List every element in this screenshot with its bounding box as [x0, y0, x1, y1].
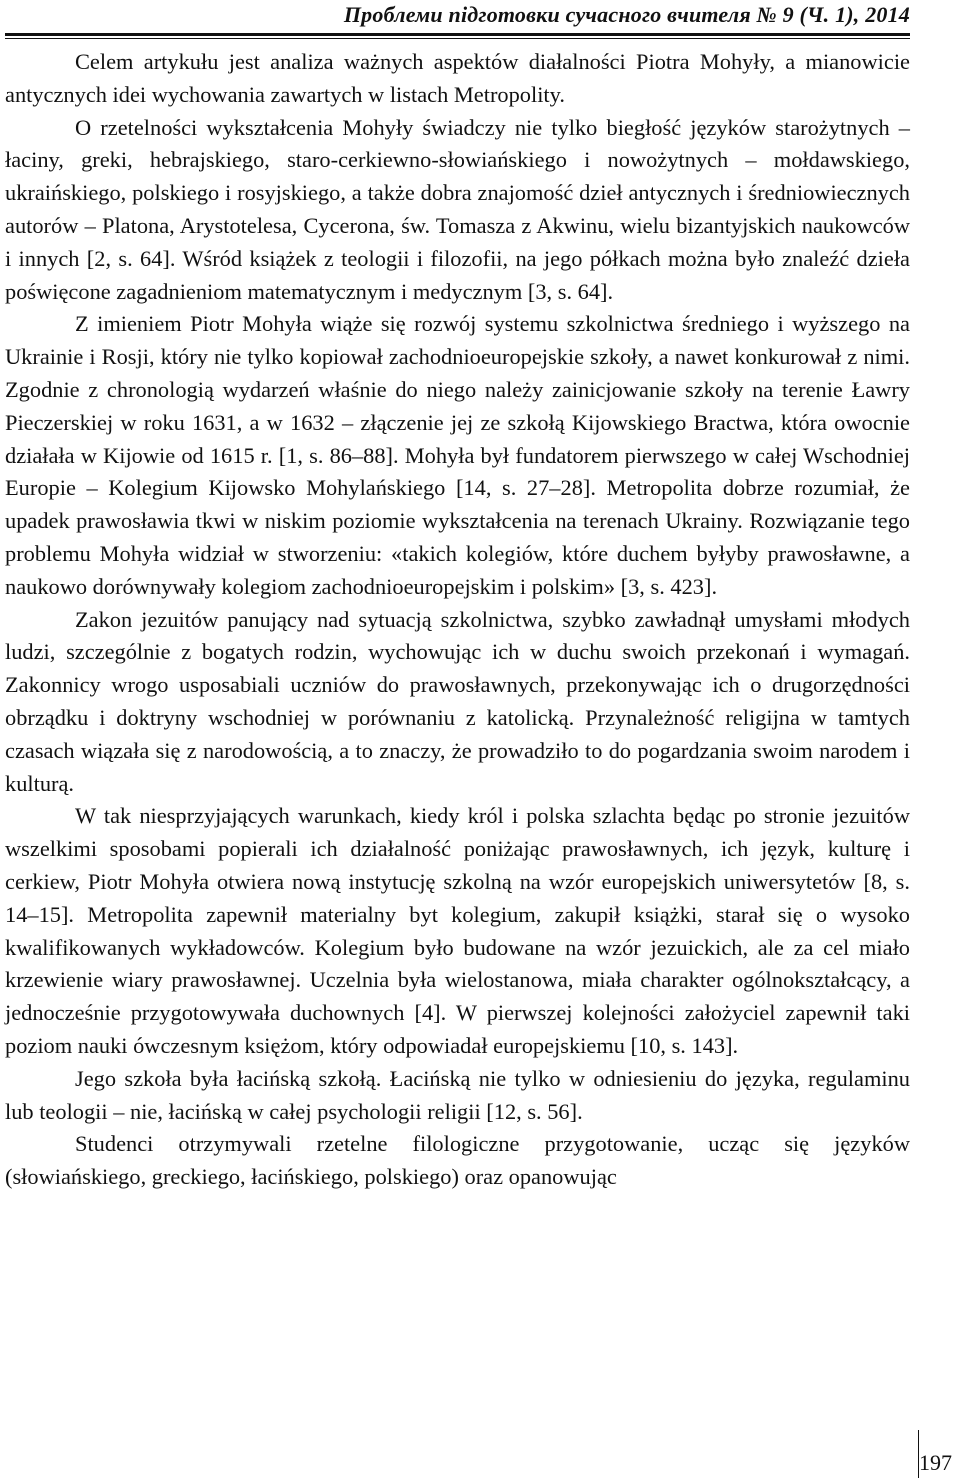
paragraph: O rzetelności wykształcenia Mohyły świadczy nie tylko biegłość języków starożytnych – łaciny, greki, hebrajskiego, staro-cerkiewno-słowiańskiego i nowożytnych – mołdawskiego, ukraińskiego, polskiego i rosyjskiego, a także dobra znajomość dzieł antycznych i średniowiecznych autorów – Platona, Arystotelesa, Cycerona, św. Tomasza z Akwinu, wielu bizantyjskich naukowców i innych [2, s. 64]. Wśród książek z teologii i filozofii, na jego półkach można było znaleźć dzieła poświęcone zagadnieniom matematycznym i medycznym [3, s. 64]. [5, 114, 910, 304]
header-rule-thick [5, 33, 910, 36]
paragraph: Z imieniem Piotr Mohyła wiąże się rozwój systemu szkolnictwa średniego i wyższego na Ukrainie i Rosji, który nie tylko kopiował zachodnioeuropejskie szkoły, a nawet konkurował z nimi. Zgodnie z chronologią wydarzeń właśnie do niego należy zainicjowanie szkoły na terenie Ławry Pieczerskiej w roku 1631, a w 1632 – złączenie jej ze szkołą Kijowskiego Bractwa, która owocnie działała w Kijowie od 1615 r. [1, s. 86–88]. Mohyła był fundatorem pierwszego w całej Wschodniej Europie – Kolegium Kijowsko Mohylańskiego [14, s. 27–28]. Metropolita dobrze rozumiał, że upadek prawosławia tkwi w niskim poziomie wykształcenia na terenach Ukrainy. Rozwiązanie tego problemu Mohyła widział w stworzeniu: «takich kolegiów, które duchem byłyby prawosławne, a naukowo dorównywały kolegiom zachodnioeuropejskim i polskim» [3, s. 423]. [5, 311, 910, 599]
paragraph: Studenci otrzymywali rzetelne filologiczne przygotowanie, ucząc się języków (słowiańskiego, greckiego, łacińskiego, polskiego) oraz opanowując [5, 1131, 910, 1190]
running-header [0, 0, 960, 40]
page-number: 197 [919, 1450, 952, 1475]
paragraph: Jego szkoła była łacińską szkołą. Łacińską nie tylko w odniesieniu do języka, regulaminu lub teologii – nie, łacińską w całej psychologii religii [12, s. 56]. [5, 1065, 910, 1124]
header-rule-thin [5, 38, 910, 39]
paragraph: W tak niesprzyjających warunkach, kiedy król i polska szlachta będąc po stronie jezuitów wszelkimi sposobami popierali ich działalność poniżając prawosławnych, ich język, kulturę i cerkiew, Piotr Mohyła otwiera nową instytucję szkolną na wzór europejskich uniwersytetów [8, s. 14–15]. Metropolita zapewnił materialny byt kolegium, zakupił książki, starał się o wysoko kwalifikowanych wykładowców. Kolegium było budowane na wzór jezuickich, ale za cel miało krzewienie wiary prawosławnej. Uczelnia była wielostanowa, miała charakter ogólnokształcący, a jednocześnie przygotowywała duchownych [4]. W pierwszej kolejności założyciel zapewnił taki poziom nauki ówczesnym księżom, który odpowiadał europejskiemu [10, s. 143]. [5, 803, 910, 1058]
paragraph: Celem artykułu jest analiza ważnych aspektów diałalności Piotra Mohyły, a mianowicie antycznych idei wychowania zawartych w listach Metropolity. [5, 49, 910, 107]
paragraph: Zakon jezuitów panujący nad sytuacją szkolnictwa, szybko zawładnął umysłami młodych ludzi, szczególnie z bogatych rodzin, wychowując ich w duchu swoich przekonań i wymagań. Zakonnicy wrogo usposabiali uczniów do prawosławnych, przekonywając ich o drugorzędności obrządku i doktryny wschodniej w porównaniu z katolicką. Przynależność religijna w tamtych czasach wiązała się z narodowością, a to znaczy, że prowadziło to do pogardzania swoim narodem i kulturą. [5, 606, 910, 796]
journal-title: Проблеми підготовки сучасного вчителя № 9 (Ч. 1), 2014 [343, 2, 910, 27]
article-body [5, 46, 910, 1194]
